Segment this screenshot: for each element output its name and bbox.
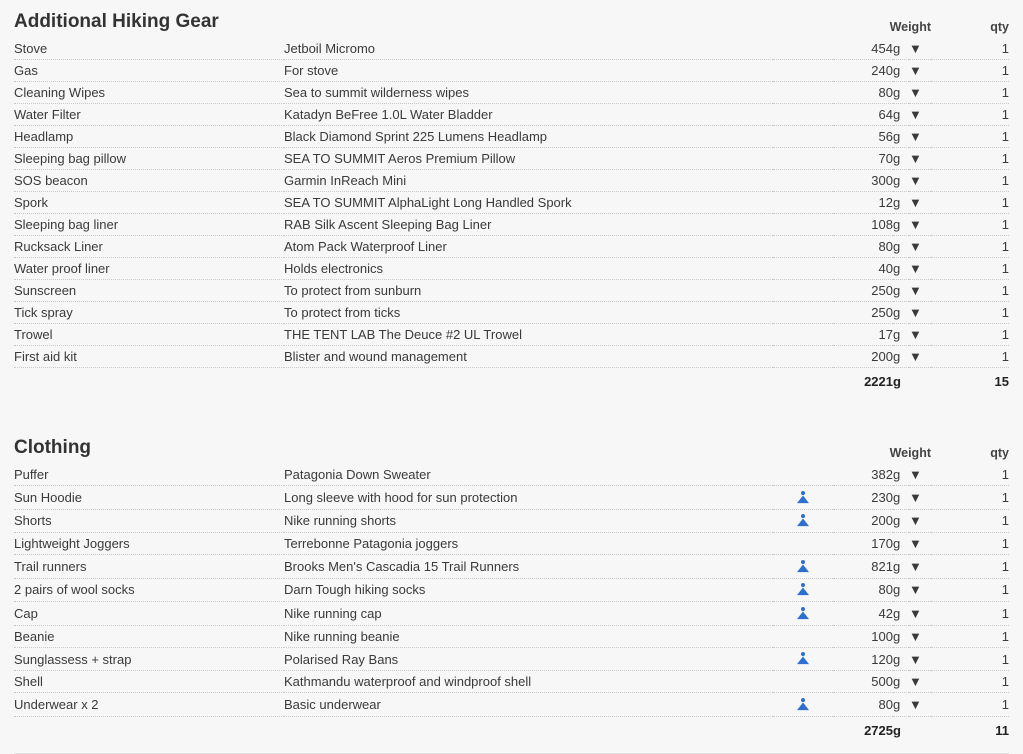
item-weight-unit: g — [893, 170, 909, 192]
item-name: Sleeping bag liner — [14, 214, 284, 236]
item-description: Terrebonne Patagonia joggers — [284, 533, 773, 555]
item-weight-unit: g — [893, 555, 909, 579]
chevron-down-icon[interactable]: ▼ — [909, 693, 931, 717]
item-weight: 200 — [833, 509, 893, 533]
chevron-down-icon[interactable]: ▼ — [909, 192, 931, 214]
item-weight-unit: g — [893, 126, 909, 148]
item-worn-indicator — [773, 148, 833, 170]
item-qty: 1 — [931, 578, 1009, 602]
gear-list-page — [0, 10, 1023, 754]
item-qty: 1 — [931, 280, 1009, 302]
item-qty: 1 — [931, 214, 1009, 236]
item-weight: 56 — [833, 126, 893, 148]
item-qty: 1 — [931, 60, 1009, 82]
item-name: Sun Hoodie — [14, 486, 284, 510]
item-weight-unit: g — [893, 82, 909, 104]
table-row[interactable] — [14, 324, 1009, 346]
item-weight: 70 — [833, 148, 893, 170]
item-qty: 1 — [931, 126, 1009, 148]
gear-section — [14, 10, 1009, 392]
item-description: Sea to summit wilderness wipes — [284, 82, 773, 104]
chevron-down-icon[interactable]: ▼ — [909, 671, 931, 693]
section-header — [14, 10, 1009, 38]
item-qty: 1 — [931, 258, 1009, 280]
table-row[interactable] — [14, 302, 1009, 324]
gear-table — [14, 464, 1009, 741]
table-row[interactable] — [14, 60, 1009, 82]
item-weight-unit: g — [893, 647, 909, 671]
item-weight-unit: g — [893, 533, 909, 555]
item-weight-unit: g — [893, 302, 909, 324]
chevron-down-icon[interactable]: ▼ — [909, 214, 931, 236]
item-description: Blister and wound management — [284, 346, 773, 368]
item-name: Water proof liner — [14, 258, 284, 280]
column-header-weight: Weight — [889, 446, 931, 460]
item-qty: 1 — [931, 302, 1009, 324]
chevron-down-icon[interactable]: ▼ — [909, 346, 931, 368]
chevron-down-icon[interactable]: ▼ — [909, 509, 931, 533]
item-description: Patagonia Down Sweater — [284, 464, 773, 486]
item-weight: 821 — [833, 555, 893, 579]
item-description: To protect from ticks — [284, 302, 773, 324]
total-weight: 2725 — [864, 722, 893, 738]
item-worn-indicator — [773, 533, 833, 555]
total-spacer-icon — [773, 368, 833, 393]
section-total-row — [14, 716, 1009, 741]
item-description: Brooks Men's Cascadia 15 Trail Runners — [284, 555, 773, 579]
item-qty: 1 — [931, 104, 1009, 126]
item-qty: 1 — [931, 625, 1009, 647]
item-qty: 1 — [931, 602, 1009, 626]
item-description: SEA TO SUMMIT AlphaLight Long Handled Spork — [284, 192, 773, 214]
item-description: Black Diamond Sprint 225 Lumens Headlamp — [284, 126, 773, 148]
total-weight-unit: g — [893, 374, 901, 389]
item-weight-unit: g — [893, 38, 909, 60]
item-qty: 1 — [931, 693, 1009, 717]
item-qty: 1 — [931, 555, 1009, 579]
worn-icon — [795, 606, 811, 622]
item-weight: 250 — [833, 302, 893, 324]
chevron-down-icon[interactable]: ▼ — [909, 82, 931, 104]
item-name: Sunglassess + strap — [14, 647, 284, 671]
item-weight-unit: g — [893, 693, 909, 717]
item-description: THE TENT LAB The Deuce #2 UL Trowel — [284, 324, 773, 346]
item-weight-unit: g — [893, 280, 909, 302]
table-row[interactable] — [14, 236, 1009, 258]
item-name: Tick spray — [14, 302, 284, 324]
table-row[interactable] — [14, 170, 1009, 192]
item-qty: 1 — [931, 346, 1009, 368]
item-worn-indicator — [773, 214, 833, 236]
item-weight: 17 — [833, 324, 893, 346]
item-qty: 1 — [931, 464, 1009, 486]
total-weight-unit: g — [893, 722, 901, 738]
item-description: Atom Pack Waterproof Liner — [284, 236, 773, 258]
item-weight: 42 — [833, 602, 893, 626]
item-weight-unit: g — [893, 324, 909, 346]
item-weight-unit: g — [893, 578, 909, 602]
section-spacer — [14, 392, 1009, 426]
item-name: Stove — [14, 38, 284, 60]
chevron-down-icon[interactable]: ▼ — [909, 602, 931, 626]
item-worn-indicator — [773, 693, 833, 717]
item-weight: 100 — [833, 625, 893, 647]
item-name: Sunscreen — [14, 280, 284, 302]
table-row[interactable] — [14, 509, 1009, 533]
item-name: Shorts — [14, 509, 284, 533]
item-qty: 1 — [931, 148, 1009, 170]
item-weight: 454 — [833, 38, 893, 60]
chevron-down-icon[interactable]: ▼ — [909, 280, 931, 302]
item-name: Puffer — [14, 464, 284, 486]
worn-icon — [795, 697, 811, 713]
item-worn-indicator — [773, 170, 833, 192]
item-name: Cleaning Wipes — [14, 82, 284, 104]
table-row[interactable] — [14, 126, 1009, 148]
item-weight: 40 — [833, 258, 893, 280]
table-row[interactable] — [14, 38, 1009, 60]
table-row[interactable] — [14, 533, 1009, 555]
item-weight: 170 — [833, 533, 893, 555]
item-qty: 1 — [931, 192, 1009, 214]
section-title: Additional Hiking Gear — [14, 11, 219, 32]
table-row[interactable] — [14, 693, 1009, 717]
item-name: Lightweight Joggers — [14, 533, 284, 555]
item-weight: 80 — [833, 236, 893, 258]
item-name: Headlamp — [14, 126, 284, 148]
item-description: Katadyn BeFree 1.0L Water Bladder — [284, 104, 773, 126]
chevron-down-icon[interactable]: ▼ — [909, 647, 931, 671]
item-worn-indicator — [773, 602, 833, 626]
item-description: Kathmandu waterproof and windproof shell — [284, 671, 773, 693]
table-row[interactable] — [14, 346, 1009, 368]
item-weight-unit: g — [893, 464, 909, 486]
total-qty: 15 — [994, 374, 1009, 389]
item-name: SOS beacon — [14, 170, 284, 192]
chevron-down-icon[interactable]: ▼ — [909, 324, 931, 346]
sections-container — [14, 10, 1009, 741]
item-weight-unit: g — [893, 148, 909, 170]
chevron-down-icon[interactable]: ▼ — [909, 486, 931, 510]
column-header-weight: Weight — [889, 20, 931, 34]
item-description: Long sleeve with hood for sun protection — [284, 486, 773, 510]
total-spacer-icon — [773, 716, 833, 741]
item-weight-unit: g — [893, 104, 909, 126]
item-worn-indicator — [773, 671, 833, 693]
item-worn-indicator — [773, 578, 833, 602]
item-name: Sleeping bag pillow — [14, 148, 284, 170]
item-qty: 1 — [931, 647, 1009, 671]
chevron-down-icon[interactable]: ▼ — [909, 60, 931, 82]
item-worn-indicator — [773, 555, 833, 579]
item-weight: 240 — [833, 60, 893, 82]
total-spacer-caret — [909, 368, 931, 393]
table-row[interactable] — [14, 148, 1009, 170]
item-name: 2 pairs of wool socks — [14, 578, 284, 602]
column-header-qty: qty — [990, 446, 1009, 460]
table-row[interactable] — [14, 602, 1009, 626]
item-weight: 80 — [833, 578, 893, 602]
item-description: For stove — [284, 60, 773, 82]
item-qty: 1 — [931, 170, 1009, 192]
item-description: Jetboil Micromo — [284, 38, 773, 60]
item-weight: 80 — [833, 693, 893, 717]
item-weight: 12 — [833, 192, 893, 214]
item-worn-indicator — [773, 464, 833, 486]
item-description: Polarised Ray Bans — [284, 647, 773, 671]
item-weight-unit: g — [893, 509, 909, 533]
item-weight-unit: g — [893, 214, 909, 236]
item-weight-unit: g — [893, 602, 909, 626]
worn-icon — [795, 651, 811, 667]
item-name: Cap — [14, 602, 284, 626]
item-worn-indicator — [773, 346, 833, 368]
item-worn-indicator — [773, 647, 833, 671]
item-qty: 1 — [931, 324, 1009, 346]
item-description: Nike running beanie — [284, 625, 773, 647]
chevron-down-icon[interactable]: ▼ — [909, 555, 931, 579]
item-worn-indicator — [773, 324, 833, 346]
item-name: Trail runners — [14, 555, 284, 579]
item-name: Water Filter — [14, 104, 284, 126]
total-qty: 11 — [995, 722, 1009, 738]
item-weight: 200 — [833, 346, 893, 368]
item-worn-indicator — [773, 625, 833, 647]
table-row[interactable] — [14, 192, 1009, 214]
item-worn-indicator — [773, 82, 833, 104]
item-worn-indicator — [773, 280, 833, 302]
table-row[interactable] — [14, 214, 1009, 236]
item-worn-indicator — [773, 236, 833, 258]
chevron-down-icon[interactable]: ▼ — [909, 464, 931, 486]
table-row[interactable] — [14, 280, 1009, 302]
worn-icon — [795, 559, 811, 575]
total-weight: 2221 — [864, 374, 893, 389]
chevron-down-icon[interactable]: ▼ — [909, 126, 931, 148]
chevron-down-icon[interactable]: ▼ — [909, 625, 931, 647]
worn-icon — [795, 582, 811, 598]
item-description: SEA TO SUMMIT Aeros Premium Pillow — [284, 148, 773, 170]
item-name: Trowel — [14, 324, 284, 346]
table-row[interactable] — [14, 578, 1009, 602]
item-description: Nike running shorts — [284, 509, 773, 533]
table-row[interactable] — [14, 82, 1009, 104]
item-qty: 1 — [931, 671, 1009, 693]
item-worn-indicator — [773, 302, 833, 324]
table-row[interactable] — [14, 671, 1009, 693]
section-header — [14, 436, 1009, 464]
chevron-down-icon[interactable]: ▼ — [909, 104, 931, 126]
chevron-down-icon[interactable]: ▼ — [909, 148, 931, 170]
item-worn-indicator — [773, 258, 833, 280]
table-row[interactable] — [14, 625, 1009, 647]
item-weight-unit: g — [893, 671, 909, 693]
item-weight-unit: g — [893, 486, 909, 510]
item-weight: 120 — [833, 647, 893, 671]
item-qty: 1 — [931, 236, 1009, 258]
chevron-down-icon[interactable]: ▼ — [909, 578, 931, 602]
table-row[interactable] — [14, 555, 1009, 579]
item-worn-indicator — [773, 104, 833, 126]
item-description: Basic underwear — [284, 693, 773, 717]
item-weight-unit: g — [893, 625, 909, 647]
item-weight: 300 — [833, 170, 893, 192]
gear-table — [14, 38, 1009, 392]
chevron-down-icon[interactable]: ▼ — [909, 38, 931, 60]
total-spacer-name — [14, 716, 284, 741]
item-weight-unit: g — [893, 258, 909, 280]
total-spacer-name — [14, 368, 284, 393]
worn-icon — [795, 490, 811, 506]
item-qty: 1 — [931, 38, 1009, 60]
item-weight-unit: g — [893, 192, 909, 214]
item-weight: 250 — [833, 280, 893, 302]
item-description: Garmin InReach Mini — [284, 170, 773, 192]
item-weight: 500 — [833, 671, 893, 693]
section-total-row — [14, 368, 1009, 393]
item-weight: 80 — [833, 82, 893, 104]
item-weight: 64 — [833, 104, 893, 126]
table-row[interactable] — [14, 258, 1009, 280]
item-qty: 1 — [931, 533, 1009, 555]
total-spacer-desc — [284, 368, 773, 393]
item-weight-unit: g — [893, 60, 909, 82]
total-spacer-caret — [909, 716, 931, 741]
chevron-down-icon[interactable]: ▼ — [909, 302, 931, 324]
item-name: Gas — [14, 60, 284, 82]
item-name: Underwear x 2 — [14, 693, 284, 717]
table-row[interactable] — [14, 464, 1009, 486]
item-name: Spork — [14, 192, 284, 214]
item-description: Holds electronics — [284, 258, 773, 280]
item-name: Shell — [14, 671, 284, 693]
item-worn-indicator — [773, 192, 833, 214]
item-weight-unit: g — [893, 236, 909, 258]
item-worn-indicator — [773, 126, 833, 148]
worn-icon — [795, 513, 811, 529]
item-weight: 382 — [833, 464, 893, 486]
chevron-down-icon[interactable]: ▼ — [909, 258, 931, 280]
column-header-qty: qty — [990, 20, 1009, 34]
chevron-down-icon[interactable]: ▼ — [909, 533, 931, 555]
item-qty: 1 — [931, 486, 1009, 510]
item-name: Beanie — [14, 625, 284, 647]
section-title: Clothing — [14, 437, 92, 458]
gear-section — [14, 436, 1009, 741]
item-worn-indicator — [773, 486, 833, 510]
item-description: Darn Tough hiking socks — [284, 578, 773, 602]
item-worn-indicator — [773, 38, 833, 60]
item-qty: 1 — [931, 82, 1009, 104]
item-weight: 230 — [833, 486, 893, 510]
table-row[interactable] — [14, 647, 1009, 671]
item-worn-indicator — [773, 509, 833, 533]
table-row[interactable] — [14, 104, 1009, 126]
item-weight-unit: g — [893, 346, 909, 368]
item-name: Rucksack Liner — [14, 236, 284, 258]
item-name: First aid kit — [14, 346, 284, 368]
item-qty: 1 — [931, 509, 1009, 533]
total-spacer-desc — [284, 716, 773, 741]
item-weight: 108 — [833, 214, 893, 236]
item-description: To protect from sunburn — [284, 280, 773, 302]
item-description: RAB Silk Ascent Sleeping Bag Liner — [284, 214, 773, 236]
chevron-down-icon[interactable]: ▼ — [909, 170, 931, 192]
chevron-down-icon[interactable]: ▼ — [909, 236, 931, 258]
item-description: Nike running cap — [284, 602, 773, 626]
table-row[interactable] — [14, 486, 1009, 510]
item-worn-indicator — [773, 60, 833, 82]
